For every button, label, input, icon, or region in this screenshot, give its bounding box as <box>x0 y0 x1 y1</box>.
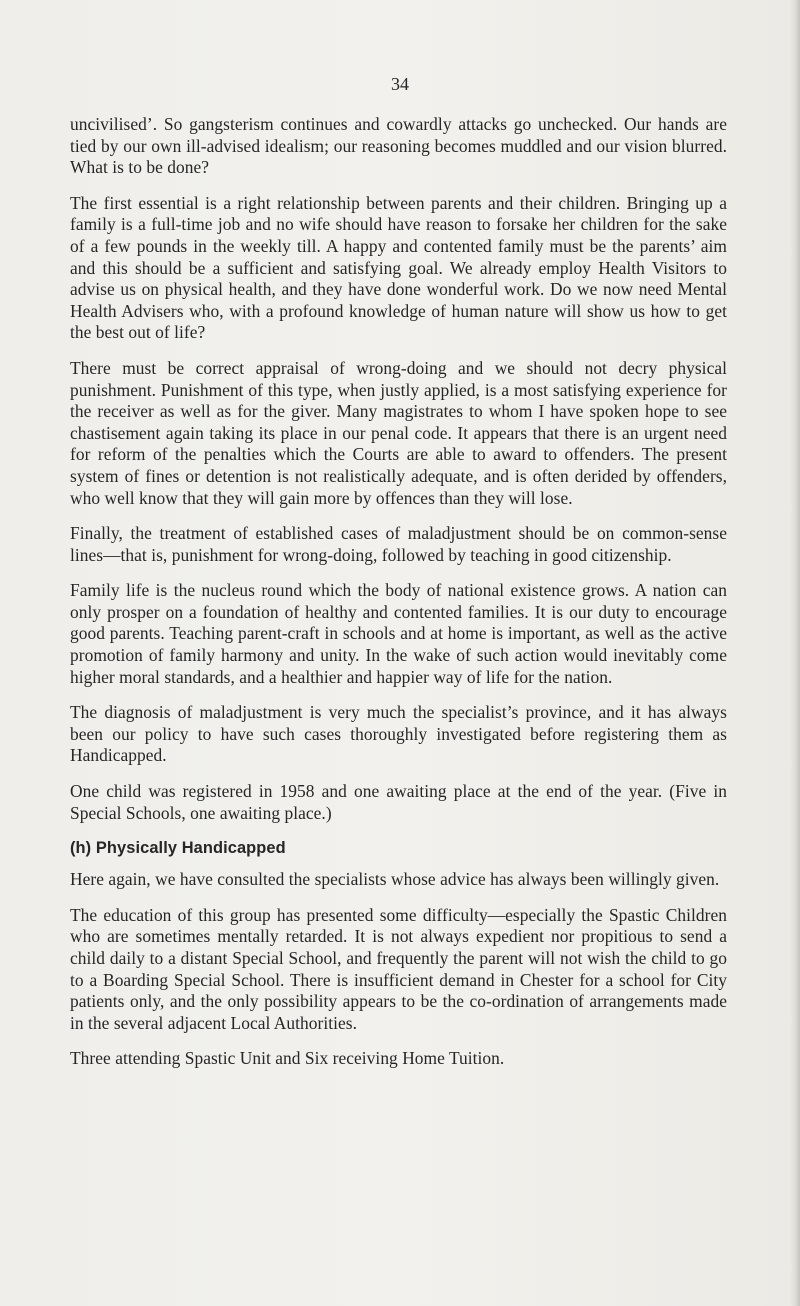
paragraph-parents-relationship: The first essential is a right relationship between parents and their children. Bringing up a family is a full-time job and no wife should have reason to forsake her children for the sake of a few pounds in the weekly till. A happy and contented family must be the parents’ aim and this should be a sufficient and satisfying goal. We already employ Health Visitors to advise us on physical health, and they have done wonderful work. Do we now need Mental Health Advisers who, with a profound knowledge of human nature will show us how to get the best out of life? <box>70 192 727 343</box>
page-number: 34 <box>391 74 409 94</box>
paragraph-education-difficulty: The education of this group has presented some difficulty—especially the Spastic Children who are sometimes mentally retarded. It is not always expedient nor propitious to send a child daily to a distant Special School, and frequently the parent will not wish the child to go to a Boarding Special School. There is insufficient demand in Chester for a school for City patients only, and the only possibility appears to be the co-ordination of arrangements made in the several adjacent Local Authorities. <box>70 904 727 1033</box>
paragraph-family-life: Family life is the nucleus round which the body of national existence grows. A nation can only prosper on a foundation of healthy and contented families. It is our duty to encourage good parents. Teaching parent-craft in schools and at home is important, as well as the active promotion of family harmony and unity. In the wake of such action would inevitably come higher moral standards, and a healthier and happier way of life for the nation. <box>70 580 727 687</box>
section-heading-physically-handicapped: (h) Physically Handicapped <box>70 839 286 858</box>
paragraph-uncivilised: uncivilised’. So gangsterism continues and cowardly attacks go unchecked. Our hands are tied by our own ill-advised idealism; our reasoning becomes muddled and our vision blurred. What is to be done? <box>70 114 727 178</box>
paragraph-registration-count: One child was registered in 1958 and one awaiting place at the end of the year. (Five in Special Schools, one awaiting place.) <box>70 781 727 823</box>
page-edge-shadow <box>790 0 800 1306</box>
paragraph-diagnosis: The diagnosis of maladjustment is very much the specialist’s province, and it has always been our policy to have such cases thoroughly investigated before registering them as Handicapped. <box>70 702 727 766</box>
paragraph-punishment: There must be correct appraisal of wrong-doing and we should not decry physical punishment. Punishment of this type, when justly applied, is a most satisfying experience for the receiver as well as for the giver. Many magistrates to whom I have spoken hope to see chastisement again taking its place in our penal code. It appears that there is an urgent need for reform of the penalties which the Courts are able to award to offenders. The present system of fines or detention is not realistically adequate, and is often derided by offenders, who well know that they will gain more by offences than they will lose. <box>70 357 727 508</box>
paragraph-treatment: Finally, the treatment of established cases of maladjustment should be on common-sense lines—that is, punishment for wrong-doing, followed by teaching in good citizenship. <box>70 523 727 565</box>
paragraph-spastic-unit: Three attending Spastic Unit and Six receiving Home Tuition. <box>70 1048 505 1069</box>
paragraph-specialists: Here again, we have consulted the specialists whose advice has always been willingly given. <box>70 869 720 890</box>
page-body <box>70 114 727 1084</box>
